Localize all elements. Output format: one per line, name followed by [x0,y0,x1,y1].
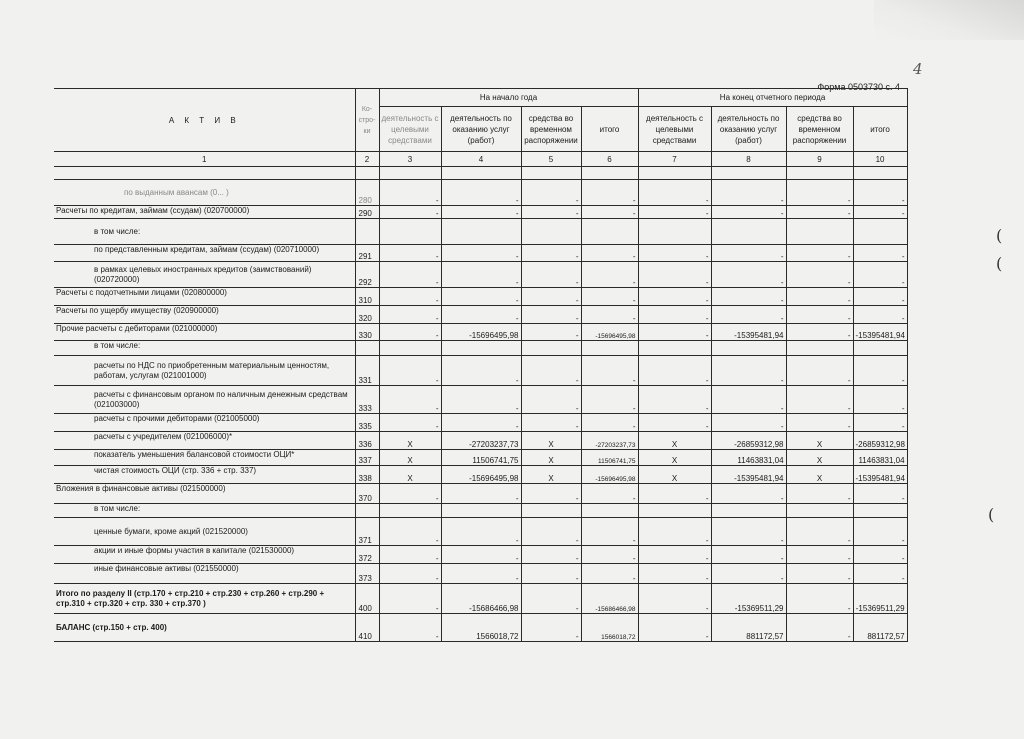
row-code: 338 [355,466,379,484]
cell-c9 [786,504,853,518]
cell-c6: -27203237,73 [581,432,638,450]
column-number: 10 [853,152,907,167]
cell-c4: - [441,484,521,504]
table-row [54,546,907,564]
table-row [54,386,907,414]
cell-c8 [711,504,786,518]
cell-c10: - [853,245,907,262]
row-label: Расчеты с подотчетными лицами (020800000) [54,288,355,306]
cell-c3: - [379,414,441,432]
form-label: Форма 0503730 с. 4 [817,82,900,92]
cell-c3: - [379,584,441,614]
cell-c5 [521,504,581,518]
cell-c6 [581,341,638,356]
row-label: расчеты по НДС по приобретенным материальным ценностям, работам, услугам (021001000) [54,356,355,386]
cell-c3: - [379,180,441,206]
table-row [54,262,907,288]
row-code: 400 [355,584,379,614]
column-number: 9 [786,152,853,167]
cell-c6: - [581,484,638,504]
row-label: Прочие расчеты с дебиторами (021000000) [54,324,355,341]
cell-c8: - [711,180,786,206]
header-row-top [54,89,907,107]
table-row [54,564,907,584]
cell-c10: -15395481,94 [853,324,907,341]
cell-c3: - [379,306,441,324]
cell-c9: - [786,386,853,414]
row-code: 370 [355,484,379,504]
cell-c8: 881172,57 [711,614,786,642]
cell-c10: - [853,306,907,324]
column-number: 2 [355,152,379,167]
cell-c10: -15369511,29 [853,584,907,614]
row-code: 373 [355,564,379,584]
column-number-row [54,152,907,167]
table-row [54,206,907,219]
row-code [355,341,379,356]
cell-c6: - [581,245,638,262]
cell-c6: - [581,180,638,206]
cell-c7: - [638,245,711,262]
cell-c10: 881172,57 [853,614,907,642]
cell-c5: - [521,288,581,306]
cell-c6: 11506741,75 [581,450,638,466]
page-corner-fold [874,0,1024,40]
cell-c7: - [638,518,711,546]
cell-c6: - [581,546,638,564]
cell-c4: - [441,206,521,219]
col5-header: средства во временном распоряжении [521,107,581,152]
cell-c3: X [379,450,441,466]
cell-c5: - [521,546,581,564]
cell-c6: - [581,288,638,306]
cell-c6: - [581,386,638,414]
row-code: 410 [355,614,379,642]
cell-c8: -15369511,29 [711,584,786,614]
column-number: 3 [379,152,441,167]
cell-c3: - [379,356,441,386]
cell-c4: - [441,306,521,324]
row-label: Расчеты по кредитам, займам (ссудам) (020700000) [54,206,355,219]
cell-c5: - [521,180,581,206]
cell-c4: - [441,386,521,414]
cell-c4: 11506741,75 [441,450,521,466]
cell-c5: - [521,614,581,642]
cell-c7: - [638,564,711,584]
cell-c7: - [638,288,711,306]
row-code: 371 [355,518,379,546]
cell-c9: - [786,546,853,564]
cell-c6: - [581,306,638,324]
cell-c4: 1566018,72 [441,614,521,642]
cell-c8: - [711,484,786,504]
cell-c3: - [379,262,441,288]
row-label: показатель уменьшения балансовой стоимости ОЦИ* [54,450,355,466]
cell-c4 [441,341,521,356]
cell-c5: - [521,484,581,504]
cell-c10 [853,219,907,245]
cell-c3: - [379,614,441,642]
cell-c8: - [711,564,786,584]
cell-c10: -15395481,94 [853,466,907,484]
cell-c9: - [786,245,853,262]
table-row [54,584,907,614]
start-period-header: На начало года [379,89,638,107]
cell-c9: X [786,432,853,450]
cell-c5: - [521,414,581,432]
row-label: в том числе: [54,219,355,245]
row-label: Расчеты по ущербу имуществу (020900000) [54,306,355,324]
cell-c3: - [379,484,441,504]
cell-c5: - [521,206,581,219]
cell-c7: - [638,356,711,386]
cell-c5: - [521,386,581,414]
cell-c9: - [786,206,853,219]
cell-c7: X [638,432,711,450]
cell-c3: - [379,324,441,341]
table-row [54,614,907,642]
cell-c5: - [521,262,581,288]
cell-c3: - [379,386,441,414]
cell-c10: - [853,206,907,219]
cell-c10: - [853,356,907,386]
cell-c10: - [853,288,907,306]
table-row [54,180,907,206]
column-number: 7 [638,152,711,167]
table-row [54,414,907,432]
aktiv-header: А К Т И В [54,89,355,152]
spacer-row [54,167,907,180]
col3-header: деятельность с целевыми средствами [379,107,441,152]
cell-c9: - [786,324,853,341]
cell-c6: -15696495,98 [581,324,638,341]
cell-c7: - [638,324,711,341]
cell-c5: - [521,356,581,386]
table-row [54,518,907,546]
edge-mark: ( [988,505,995,524]
cell-c7: - [638,306,711,324]
cell-c10 [853,341,907,356]
row-label: в рамках целевых иностранных кредитов (заимствований) (020720000) [54,262,355,288]
row-label: расчеты с прочими дебиторами (021005000) [54,414,355,432]
end-period-header: На конец отчетного периода [638,89,907,107]
cell-c8 [711,341,786,356]
column-number: 8 [711,152,786,167]
col8-header: деятельность по оказанию услуг (работ) [711,107,786,152]
row-code: 372 [355,546,379,564]
cell-c9: - [786,356,853,386]
cell-c9: - [786,288,853,306]
col10-header: итого [853,107,907,152]
row-label: расчеты с финансовым органом по наличным денежным средствам (021003000) [54,386,355,414]
table-row [54,356,907,386]
row-label: в том числе: [54,341,355,356]
cell-c10 [853,504,907,518]
cell-c9 [786,341,853,356]
row-label: Итого по разделу II (стр.170 + стр.210 + стр.230 + стр.260 + стр.290 + стр.310 + стр.320 + стр. 330 + стр.370 ) [54,584,355,614]
cell-c6: - [581,206,638,219]
cell-c3 [379,504,441,518]
table-row [54,432,907,450]
col7-header: деятельность с целевыми средствами [638,107,711,152]
cell-c3: - [379,546,441,564]
column-number: 4 [441,152,521,167]
cell-c7: - [638,206,711,219]
table-body [54,180,907,642]
cell-c4: - [441,245,521,262]
cell-c5: X [521,432,581,450]
row-code: 291 [355,245,379,262]
cell-c6: - [581,414,638,432]
row-code: 337 [355,450,379,466]
table-row [54,245,907,262]
cell-c9: - [786,614,853,642]
edge-mark: ( [996,226,1003,245]
cell-c7 [638,219,711,245]
cell-c4: - [441,288,521,306]
cell-c7: - [638,584,711,614]
cell-c3 [379,219,441,245]
cell-c8: - [711,356,786,386]
cell-c7 [638,504,711,518]
cell-c8: - [711,414,786,432]
row-label: в том числе: [54,504,355,518]
cell-c7: - [638,386,711,414]
cell-c7 [638,341,711,356]
column-number: 6 [581,152,638,167]
cell-c10: - [853,180,907,206]
cell-c5: - [521,306,581,324]
cell-c4: -15696495,98 [441,324,521,341]
cell-c9: - [786,262,853,288]
cell-c6: -15696495,98 [581,466,638,484]
cell-c10: - [853,546,907,564]
cell-c5: X [521,466,581,484]
cell-c9: - [786,306,853,324]
row-code: 335 [355,414,379,432]
cell-c10: 11463831,04 [853,450,907,466]
cell-c3: - [379,288,441,306]
table-row [54,306,907,324]
cell-c8: -26859312,98 [711,432,786,450]
stroki-header: Ко- стро- ки [355,89,379,152]
col9-header: средства во временном распоряжении [786,107,853,152]
cell-c3: - [379,245,441,262]
cell-c9: X [786,466,853,484]
cell-c4: -15696495,98 [441,466,521,484]
cell-c8: - [711,262,786,288]
table-row [54,219,907,245]
cell-c6: - [581,518,638,546]
row-code: 292 [355,262,379,288]
row-label: Вложения в финансовые активы (021500000) [54,484,355,504]
cell-c4: -15686466,98 [441,584,521,614]
row-code: 336 [355,432,379,450]
row-code: 333 [355,386,379,414]
cell-c8: - [711,206,786,219]
cell-c10: - [853,518,907,546]
row-code: 310 [355,288,379,306]
cell-c9: X [786,450,853,466]
cell-c8 [711,219,786,245]
page-number: 4 [913,60,923,78]
row-code: 280 [355,180,379,206]
cell-c10: - [853,484,907,504]
table-row [54,288,907,306]
row-label: чистая стоимость ОЦИ (стр. 336 + стр. 337) [54,466,355,484]
row-code [355,504,379,518]
row-code: 331 [355,356,379,386]
cell-c6: -15686466,98 [581,584,638,614]
row-code: 320 [355,306,379,324]
cell-c3: - [379,564,441,584]
cell-c6: - [581,262,638,288]
table-row [54,450,907,466]
row-code: 330 [355,324,379,341]
row-code [355,219,379,245]
cell-c8: - [711,245,786,262]
cell-c8: -15395481,94 [711,324,786,341]
table-row [54,341,907,356]
cell-c10: - [853,386,907,414]
cell-c4: - [441,356,521,386]
table-row [54,504,907,518]
cell-c8: - [711,518,786,546]
cell-c7: X [638,450,711,466]
row-label: ценные бумаги, кроме акций (021520000) [54,518,355,546]
cell-c7: - [638,484,711,504]
cell-c6: - [581,356,638,386]
cell-c9: - [786,518,853,546]
cell-c3: X [379,466,441,484]
cell-c3 [379,341,441,356]
cell-c4: - [441,180,521,206]
cell-c5: - [521,564,581,584]
cell-c9 [786,219,853,245]
column-number: 1 [54,152,355,167]
cell-c8: - [711,306,786,324]
cell-c9: - [786,414,853,432]
cell-c7: - [638,180,711,206]
cell-c6: 1566018,72 [581,614,638,642]
cell-c8: -15395481,94 [711,466,786,484]
cell-c5: X [521,450,581,466]
cell-c6 [581,504,638,518]
cell-c4: - [441,564,521,584]
cell-c4: - [441,414,521,432]
col6-header: итого [581,107,638,152]
cell-c9: - [786,180,853,206]
cell-c5: - [521,245,581,262]
cell-c7: - [638,614,711,642]
cell-c5 [521,341,581,356]
cell-c7: - [638,414,711,432]
cell-c5: - [521,324,581,341]
row-label: акции и иные формы участия в капитале (021530000) [54,546,355,564]
cell-c5: - [521,518,581,546]
row-label: по представленным кредитам, займам (ссудам) (020710000) [54,245,355,262]
cell-c7: - [638,546,711,564]
cell-c10: - [853,564,907,584]
balance-table [54,88,908,642]
col4-header: деятельность по оказанию услуг (работ) [441,107,521,152]
table-row [54,324,907,341]
table-row [54,466,907,484]
cell-c5: - [521,584,581,614]
cell-c8: - [711,386,786,414]
row-label: расчеты с учредителем (021006000)* [54,432,355,450]
cell-c8: - [711,546,786,564]
cell-c10: - [853,414,907,432]
cell-c4: - [441,546,521,564]
cell-c4: - [441,262,521,288]
cell-c3: X [379,432,441,450]
cell-c5 [521,219,581,245]
cell-c9: - [786,484,853,504]
row-label: БАЛАНС (стр.150 + стр. 400) [54,614,355,642]
table-row [54,484,907,504]
edge-mark: ( [996,254,1003,273]
cell-c10: -26859312,98 [853,432,907,450]
cell-c4 [441,219,521,245]
cell-c6: - [581,564,638,584]
cell-c8: 11463831,04 [711,450,786,466]
row-code: 290 [355,206,379,219]
cell-c4 [441,504,521,518]
column-number: 5 [521,152,581,167]
cell-c7: - [638,262,711,288]
cell-c7: X [638,466,711,484]
cell-c9: - [786,564,853,584]
cell-c9: - [786,584,853,614]
cell-c3: - [379,206,441,219]
cell-c6 [581,219,638,245]
cell-c4: - [441,518,521,546]
cell-c3: - [379,518,441,546]
cell-c8: - [711,288,786,306]
cell-c10: - [853,262,907,288]
row-label: иные финансовые активы (021550000) [54,564,355,584]
cell-c4: -27203237,73 [441,432,521,450]
row-label: по выданным авансам (0... ) [54,180,355,206]
